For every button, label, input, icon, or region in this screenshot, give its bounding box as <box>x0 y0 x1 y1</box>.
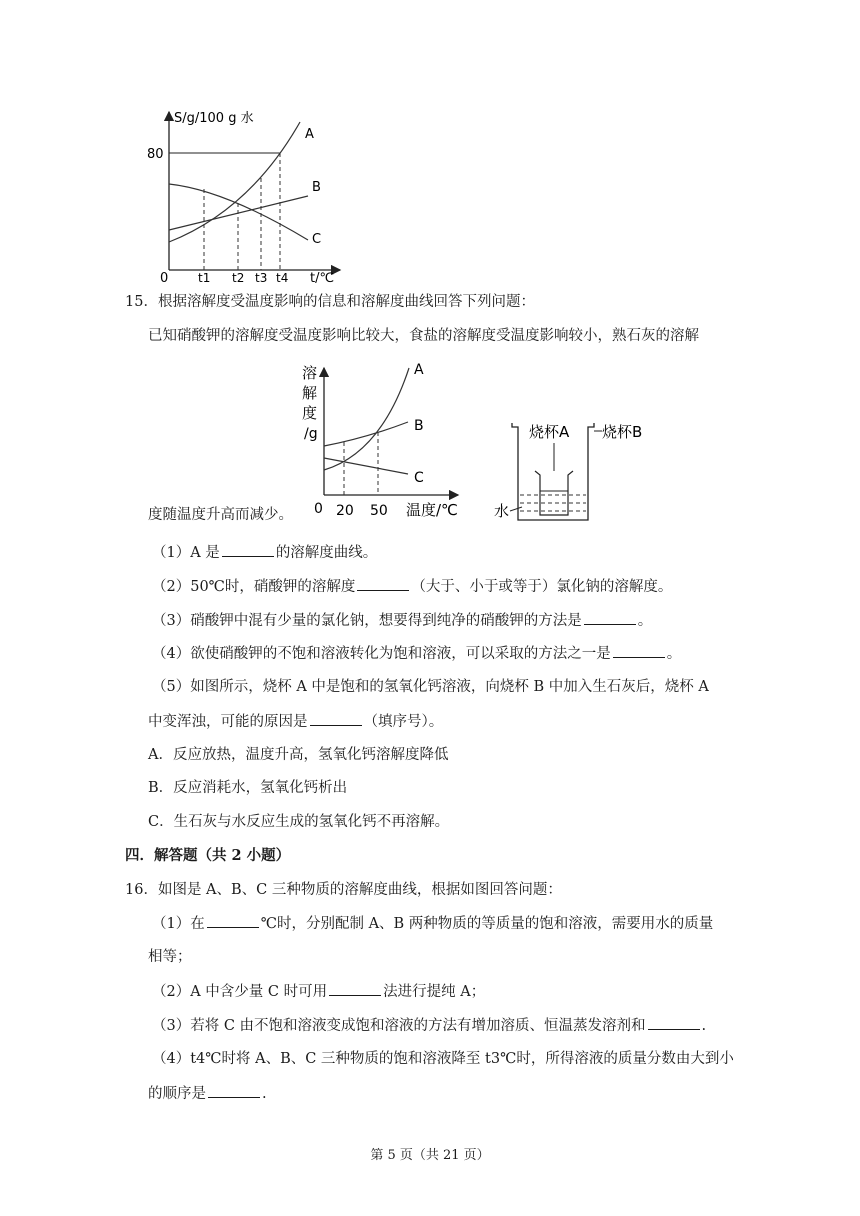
answer-blank[interactable] <box>222 542 274 557</box>
q15-part4 <box>152 643 681 664</box>
q16-part4-line1: （4）t4℃时将 A、B、C 三种物质的饱和溶液降至 t3℃时，所得溶液的质量分数由大到小 <box>152 1051 734 1067</box>
y-label-char-4: /g <box>304 426 318 442</box>
q15-intro-line2: 度随温度升高而减少。 <box>148 507 293 523</box>
q16-part4-line2 <box>148 1083 267 1104</box>
q16-part2-after: 法进行提纯 A； <box>383 984 486 1000</box>
y-label-char-1: 溶 <box>302 364 318 382</box>
q15-part2-after: （大于、小于或等于）氯化钠的溶解度。 <box>411 579 673 595</box>
section-heading: 四．解答题（共 2 小题） <box>125 847 291 864</box>
y-tick-80: 80 <box>147 147 164 162</box>
curve-label-A: A <box>305 127 314 142</box>
origin-label: 0 <box>160 271 169 286</box>
q16-part1-before: （1）在 <box>152 916 205 932</box>
x-axis-label: t/℃ <box>310 271 335 286</box>
beaker-A-label: 烧杯A <box>529 423 570 441</box>
q15-part5-before: 中变浑浊，可能的原因是 <box>148 714 308 730</box>
q15-part1-before: （1）A 是 <box>152 545 220 561</box>
q15-option-B: B．反应消耗水，氢氧化钙析出 <box>148 780 348 796</box>
q16-part2 <box>152 981 485 1002</box>
q16-part3-before: （3）若将 C 由不饱和溶液变成饱和溶液的方法有增加溶质、恒温蒸发溶剂和 <box>152 1018 646 1034</box>
q16-part4-after: . <box>262 1086 267 1102</box>
q16-part1-line1 <box>152 913 713 934</box>
beaker-diagram <box>490 415 650 525</box>
q15-stem: 15．根据溶解度受温度影响的信息和溶解度曲线回答下列问题： <box>125 294 535 310</box>
q15-part1-after: 的溶解度曲线。 <box>275 545 378 561</box>
q16-part3 <box>152 1015 706 1036</box>
answer-blank[interactable] <box>613 643 665 658</box>
q15-part5-after: （填序号）。 <box>363 714 444 730</box>
q15-part5-line2 <box>148 711 443 732</box>
q15-part2 <box>152 576 672 597</box>
answer-blank[interactable] <box>208 1083 260 1098</box>
origin-2: 0 <box>314 501 323 517</box>
beaker-B-label: 烧杯B <box>602 423 643 441</box>
answer-blank[interactable] <box>648 1015 700 1030</box>
q16-part3-after: . <box>701 1018 707 1034</box>
q16-part1-after: ℃时，分别配制 A、B 两种物质的等质量的饱和溶液，需要用水的质量 <box>260 916 714 932</box>
q15-part4-after: 。 <box>666 646 682 662</box>
q15-option-C: C．生石灰与水反应生成的氢氧化钙不再溶解。 <box>148 814 450 830</box>
q15-part3-after: 。 <box>637 613 653 629</box>
answer-blank[interactable] <box>329 981 381 996</box>
q16-part2-before: （2）A 中含少量 C 时可用 <box>152 984 328 1000</box>
q15-option-A: A．反应放热，温度升高，氢氧化钙溶解度降低 <box>148 747 449 763</box>
q15-part4-before: （4）欲使硝酸钾的不饱和溶液转化为饱和溶液，可以采取的方法之一是 <box>152 646 611 662</box>
q16-part4-before: 的顺序是 <box>148 1086 206 1102</box>
y-axis-label: S/g/100 g 水 <box>174 111 254 126</box>
curve2-A <box>324 368 409 470</box>
q16-stem: 16．如图是 A、B、C 三种物质的溶解度曲线，根据如图回答问题： <box>125 882 562 898</box>
q15-part5-line1: （5）如图所示，烧杯 A 中是饱和的氢氧化钙溶液，向烧杯 B 中加入生石灰后，烧杯 A <box>152 679 709 695</box>
water-label-line <box>510 507 522 511</box>
solubility-graph-1 <box>140 100 350 290</box>
tick-t4: t4 <box>276 271 289 285</box>
answer-blank[interactable] <box>207 913 259 928</box>
q16-part1-line2: 相等； <box>148 949 192 965</box>
curve2-label-A: A <box>414 362 424 378</box>
tick-t3: t3 <box>255 271 268 285</box>
answer-blank[interactable] <box>584 610 636 625</box>
y-label-char-3: 度 <box>302 404 318 422</box>
answer-blank[interactable] <box>310 711 362 726</box>
q15-intro-line1: 已知硝酸钾的溶解度受温度影响比较大，食盐的溶解度受温度影响较小，熟石灰的溶解 <box>148 328 699 344</box>
beaker-A <box>535 471 573 515</box>
x-axis-label-2: 温度/℃ <box>406 501 458 519</box>
q15-part2-before: （2）50℃时，硝酸钾的溶解度 <box>152 579 356 595</box>
water-label: 水 <box>494 502 510 520</box>
curve2-B <box>324 422 408 446</box>
answer-blank[interactable] <box>357 576 409 591</box>
curve-label-C: C <box>312 232 322 247</box>
tick-t1: t1 <box>198 271 211 285</box>
q15-part3-before: （3）硝酸钾中混有少量的氯化钠，想要得到纯净的硝酸钾的方法是 <box>152 613 582 629</box>
curve2-C <box>324 458 408 474</box>
curve2-label-B: B <box>414 418 424 434</box>
q15-part3 <box>152 610 652 631</box>
q15-part1 <box>152 542 377 563</box>
solubility-graph-2 <box>296 358 466 523</box>
tick-20: 20 <box>336 503 354 519</box>
curve2-label-C: C <box>414 470 424 486</box>
page-footer: 第 5 页（共 21 页） <box>370 1148 490 1163</box>
tick-50: 50 <box>370 503 388 519</box>
tick-t2: t2 <box>232 271 245 285</box>
y-label-char-2: 解 <box>302 384 318 402</box>
curve-label-B: B <box>312 180 321 195</box>
